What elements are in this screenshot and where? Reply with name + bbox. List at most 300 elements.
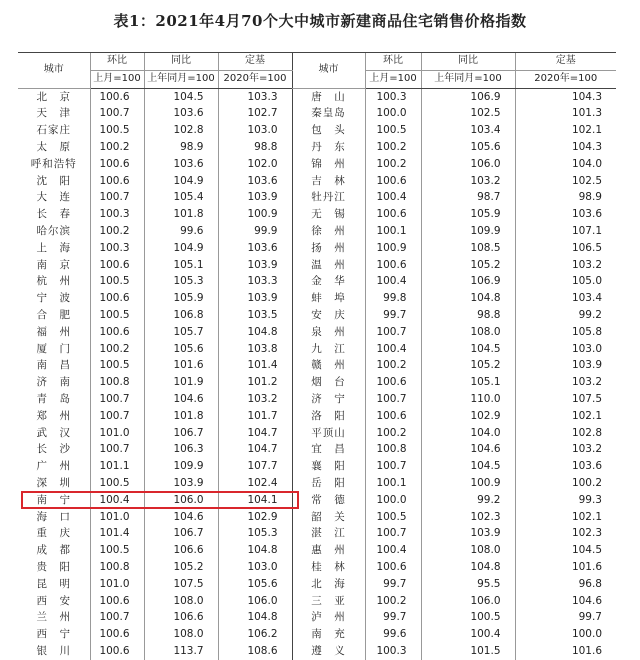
table-row [18, 105, 616, 122]
mom-left-cell: 100.6 [90, 156, 144, 173]
mom-right-cell: 100.6 [365, 173, 421, 190]
city-right-cell: 吉 林 [292, 173, 365, 190]
table-row [18, 357, 616, 374]
table-row [18, 139, 616, 156]
yoy-left-cell: 105.4 [144, 189, 218, 206]
mom-left-cell: 100.5 [90, 307, 144, 324]
base-left-cell: 104.8 [218, 324, 292, 341]
base-right-cell: 107.1 [515, 223, 616, 240]
city-left-cell: 长 春 [36, 208, 71, 221]
city-right-cell: 惠 州 [292, 542, 365, 559]
base-right-cell: 103.0 [515, 341, 616, 358]
table-row [18, 88, 616, 105]
city-left-cell: 兰 州 [36, 611, 71, 624]
mom-right-cell: 100.9 [365, 240, 421, 257]
city-left-cell: 呼和浩特 [30, 157, 77, 170]
mom-left-cell: 100.2 [90, 139, 144, 156]
city-right-cell: 襄 阳 [292, 458, 365, 475]
city-right-cell: 扬 州 [292, 240, 365, 257]
mom-left-cell: 100.7 [90, 189, 144, 206]
yoy-right-cell: 104.8 [421, 290, 515, 307]
mom-right-cell: 99.7 [365, 307, 421, 324]
yoy-right-cell: 102.9 [421, 408, 515, 425]
city-right-cell: 包 头 [292, 122, 365, 139]
mom-right-cell: 100.6 [365, 559, 421, 576]
yoy-left-cell: 108.0 [144, 626, 218, 643]
city-right-cell: 岳 阳 [292, 475, 365, 492]
mom-right-cell: 100.7 [365, 458, 421, 475]
mom-left-cell: 100.5 [90, 542, 144, 559]
yoy-right-cell: 108.0 [421, 542, 515, 559]
yoy-right-cell: 104.5 [421, 458, 515, 475]
base-left-cell: 103.5 [218, 307, 292, 324]
city-left-cell: 哈尔滨 [36, 224, 71, 237]
price-index-table [18, 52, 616, 660]
mom-left-cell: 100.3 [90, 206, 144, 223]
city-right-cell: 丹 东 [292, 139, 365, 156]
mom-right-cell: 99.7 [365, 609, 421, 626]
yoy-right-cell: 100.9 [421, 475, 515, 492]
base-right-cell: 102.1 [515, 509, 616, 526]
base-left-cell: 103.8 [218, 341, 292, 358]
yoy-right-cell: 106.9 [421, 273, 515, 290]
yoy-right-cell: 104.5 [421, 341, 515, 358]
mom-right-cell: 100.3 [365, 88, 421, 105]
mom-left-cell: 100.6 [90, 257, 144, 274]
yoy-left-cell: 105.9 [144, 290, 218, 307]
mom-left-cell: 100.5 [90, 122, 144, 139]
mom-left-cell: 100.6 [90, 324, 144, 341]
base-right-cell: 101.3 [515, 105, 616, 122]
base-right-cell: 104.3 [515, 139, 616, 156]
yoy-right-cell: 98.8 [421, 307, 515, 324]
city-left-cell: 长 沙 [36, 443, 71, 456]
city-left-cell: 广 州 [36, 460, 71, 473]
yoy-left-cell: 106.7 [144, 425, 218, 442]
mom-right-cell: 100.4 [365, 273, 421, 290]
mom-left-cell: 100.8 [90, 374, 144, 391]
city-right-cell: 韶 关 [292, 509, 365, 526]
table-row [18, 273, 616, 290]
yoy-right-cell: 104.8 [421, 559, 515, 576]
city-left-cell: 青 岛 [36, 392, 71, 405]
mom-right-cell: 100.0 [365, 105, 421, 122]
table-row [18, 643, 616, 660]
table-row [18, 542, 616, 559]
yoy-right-cell: 102.3 [421, 509, 515, 526]
base-left-cell: 103.0 [218, 559, 292, 576]
base-right-cell: 101.6 [515, 643, 616, 660]
city-left-cell: 济 南 [36, 376, 71, 389]
city-right-cell: 三 亚 [292, 593, 365, 610]
yoy-right-cell: 103.4 [421, 122, 515, 139]
yoy-right-cell: 106.0 [421, 593, 515, 610]
city-right-cell: 温 州 [292, 257, 365, 274]
city-right-cell: 北 海 [292, 576, 365, 593]
base-right-cell: 100.0 [515, 626, 616, 643]
yoy-left-cell: 106.7 [144, 525, 218, 542]
table-row [18, 492, 616, 509]
base-right-cell: 102.1 [515, 408, 616, 425]
base-right-cell: 98.9 [515, 189, 616, 206]
yoy-right-cell: 105.6 [421, 139, 515, 156]
table-row [18, 509, 616, 526]
table-title: 表1：2021年4月70个大中城市新建商品住宅销售价格指数 [113, 12, 527, 30]
yoy-right-cell: 104.6 [421, 441, 515, 458]
yoy-left-cell: 103.9 [144, 475, 218, 492]
city-left-cell: 昆 明 [36, 577, 71, 590]
table-row [18, 525, 616, 542]
yoy-right-cell: 103.2 [421, 173, 515, 190]
city-left-cell: 沈 阳 [36, 174, 71, 187]
base-right-cell: 103.2 [515, 257, 616, 274]
mom-left-cell: 100.5 [90, 475, 144, 492]
city-right-cell: 唐 山 [292, 88, 365, 105]
yoy-left-cell: 98.9 [144, 139, 218, 156]
city-right-cell: 安 庆 [292, 307, 365, 324]
yoy-left-cell: 106.6 [144, 542, 218, 559]
mom-right-cell: 100.6 [365, 206, 421, 223]
table-row [18, 257, 616, 274]
base-right-cell: 106.5 [515, 240, 616, 257]
city-left-cell: 宁 波 [36, 292, 71, 305]
mom-right-cell: 100.3 [365, 643, 421, 660]
city-left-cell: 天 津 [36, 107, 71, 120]
yoy-left-cell: 105.3 [144, 273, 218, 290]
mom-right-cell: 100.4 [365, 189, 421, 206]
table-row [18, 189, 616, 206]
city-right-cell: 赣 州 [292, 357, 365, 374]
base-left-cell: 103.6 [218, 173, 292, 190]
base-right-cell: 103.6 [515, 206, 616, 223]
header-base-sub-right: 2020年=100 [515, 70, 616, 88]
city-right-cell: 锦 州 [292, 156, 365, 173]
table-row [18, 609, 616, 626]
base-right-cell: 104.5 [515, 542, 616, 559]
mom-left-cell: 100.2 [90, 341, 144, 358]
mom-left-cell: 100.7 [90, 391, 144, 408]
city-left-cell: 深 圳 [36, 476, 71, 489]
yoy-right-cell: 105.2 [421, 257, 515, 274]
table-row [18, 374, 616, 391]
mom-left-cell: 101.4 [90, 525, 144, 542]
header-base-right: 定基 [515, 53, 616, 71]
city-right-cell: 牡丹江 [292, 189, 365, 206]
yoy-left-cell: 105.1 [144, 257, 218, 274]
header-mom-sub: 上月=100 [90, 70, 144, 88]
base-right-cell: 100.2 [515, 475, 616, 492]
yoy-right-cell: 105.1 [421, 374, 515, 391]
table-row [18, 576, 616, 593]
table-body [18, 88, 616, 660]
city-left-cell: 石家庄 [36, 124, 71, 137]
mom-right-cell: 99.7 [365, 576, 421, 593]
table-row [18, 206, 616, 223]
mom-left-cell: 100.6 [90, 173, 144, 190]
yoy-right-cell: 100.5 [421, 609, 515, 626]
yoy-left-cell: 108.0 [144, 593, 218, 610]
city-right-cell: 常 德 [292, 492, 365, 509]
table-row [18, 626, 616, 643]
city-left-cell: 北 京 [36, 90, 71, 103]
yoy-right-cell: 102.5 [421, 105, 515, 122]
city-right-cell: 桂 林 [292, 559, 365, 576]
yoy-left-cell: 101.8 [144, 206, 218, 223]
yoy-left-cell: 105.2 [144, 559, 218, 576]
header-city: 城市 [18, 53, 90, 89]
yoy-left-cell: 102.8 [144, 122, 218, 139]
yoy-right-cell: 95.5 [421, 576, 515, 593]
yoy-right-cell: 110.0 [421, 391, 515, 408]
city-right-cell: 洛 阳 [292, 408, 365, 425]
city-left-cell: 重 庆 [36, 527, 71, 540]
city-right-cell: 徐 州 [292, 223, 365, 240]
base-left-cell: 98.8 [218, 139, 292, 156]
mom-left-cell: 100.7 [90, 441, 144, 458]
base-left-cell: 103.9 [218, 257, 292, 274]
header-base: 定基 [218, 53, 292, 71]
base-left-cell: 103.9 [218, 290, 292, 307]
mom-right-cell: 100.2 [365, 156, 421, 173]
city-right-cell: 金 华 [292, 273, 365, 290]
yoy-right-cell: 109.9 [421, 223, 515, 240]
base-right-cell: 107.5 [515, 391, 616, 408]
yoy-right-cell: 105.2 [421, 357, 515, 374]
table-row [18, 156, 616, 173]
yoy-left-cell: 106.3 [144, 441, 218, 458]
city-left-cell: 厦 门 [36, 342, 71, 355]
city-left-cell: 成 都 [36, 544, 71, 557]
city-left-cell: 南 宁 [36, 493, 71, 506]
mom-left-cell: 100.5 [90, 273, 144, 290]
yoy-left-cell: 101.9 [144, 374, 218, 391]
mom-right-cell: 99.8 [365, 290, 421, 307]
base-left-cell: 103.3 [218, 88, 292, 105]
city-right-cell: 平顶山 [292, 425, 365, 442]
mom-left-cell: 101.1 [90, 458, 144, 475]
yoy-right-cell: 105.9 [421, 206, 515, 223]
yoy-left-cell: 113.7 [144, 643, 218, 660]
mom-right-cell: 100.5 [365, 509, 421, 526]
base-right-cell: 99.2 [515, 307, 616, 324]
base-left-cell: 104.1 [218, 492, 292, 509]
table-row [18, 593, 616, 610]
header-yoy-right: 同比 [421, 53, 515, 71]
mom-left-cell: 100.4 [90, 492, 144, 509]
base-left-cell: 104.8 [218, 542, 292, 559]
base-right-cell: 103.2 [515, 374, 616, 391]
city-right-cell: 南 充 [292, 626, 365, 643]
table-row [18, 458, 616, 475]
header-row [18, 53, 616, 71]
mom-right-cell: 100.1 [365, 475, 421, 492]
yoy-right-cell: 108.0 [421, 324, 515, 341]
mom-left-cell: 100.2 [90, 223, 144, 240]
header-yoy-sub: 上年同月=100 [144, 70, 218, 88]
city-right-cell: 烟 台 [292, 374, 365, 391]
city-left-cell: 福 州 [36, 325, 71, 338]
mom-right-cell: 100.6 [365, 408, 421, 425]
city-right-cell: 湛 江 [292, 525, 365, 542]
table-row [18, 240, 616, 257]
base-left-cell: 102.0 [218, 156, 292, 173]
header-base-sub: 2020年=100 [218, 70, 292, 88]
city-left-cell: 合 肥 [36, 308, 71, 321]
yoy-left-cell: 104.6 [144, 391, 218, 408]
mom-left-cell: 101.0 [90, 509, 144, 526]
mom-left-cell: 100.7 [90, 609, 144, 626]
mom-left-cell: 100.3 [90, 240, 144, 257]
base-left-cell: 105.6 [218, 576, 292, 593]
mom-right-cell: 100.2 [365, 425, 421, 442]
header-city-right: 城市 [292, 53, 365, 89]
base-right-cell: 102.5 [515, 173, 616, 190]
table-row [18, 173, 616, 190]
city-left-cell: 南 京 [36, 258, 71, 271]
yoy-left-cell: 104.5 [144, 88, 218, 105]
yoy-left-cell: 101.8 [144, 408, 218, 425]
mom-right-cell: 100.2 [365, 357, 421, 374]
table-row [18, 441, 616, 458]
yoy-left-cell: 104.9 [144, 173, 218, 190]
base-right-cell: 96.8 [515, 576, 616, 593]
mom-left-cell: 101.0 [90, 425, 144, 442]
mom-left-cell: 100.8 [90, 559, 144, 576]
mom-left-cell: 100.7 [90, 408, 144, 425]
table-row [18, 290, 616, 307]
base-left-cell: 106.2 [218, 626, 292, 643]
yoy-left-cell: 105.7 [144, 324, 218, 341]
base-right-cell: 103.2 [515, 441, 616, 458]
base-left-cell: 108.6 [218, 643, 292, 660]
base-right-cell: 103.4 [515, 290, 616, 307]
base-right-cell: 104.0 [515, 156, 616, 173]
base-left-cell: 104.7 [218, 441, 292, 458]
base-right-cell: 99.3 [515, 492, 616, 509]
mom-right-cell: 100.2 [365, 139, 421, 156]
city-left-cell: 银 川 [36, 644, 71, 657]
yoy-right-cell: 99.2 [421, 492, 515, 509]
city-right-cell: 遵 义 [292, 643, 365, 660]
table-row [18, 425, 616, 442]
base-left-cell: 101.7 [218, 408, 292, 425]
header-mom-right: 环比 [365, 53, 421, 71]
base-right-cell: 99.7 [515, 609, 616, 626]
table-row [18, 307, 616, 324]
mom-left-cell: 100.6 [90, 626, 144, 643]
table-row [18, 341, 616, 358]
base-left-cell: 102.7 [218, 105, 292, 122]
yoy-left-cell: 109.9 [144, 458, 218, 475]
mom-right-cell: 100.0 [365, 492, 421, 509]
base-right-cell: 101.6 [515, 559, 616, 576]
base-right-cell: 103.6 [515, 458, 616, 475]
table-row [18, 223, 616, 240]
base-right-cell: 105.8 [515, 324, 616, 341]
base-left-cell: 102.4 [218, 475, 292, 492]
base-right-cell: 103.9 [515, 357, 616, 374]
yoy-right-cell: 98.7 [421, 189, 515, 206]
yoy-left-cell: 103.6 [144, 156, 218, 173]
yoy-right-cell: 101.5 [421, 643, 515, 660]
city-right-cell: 无 锡 [292, 206, 365, 223]
yoy-left-cell: 106.0 [144, 492, 218, 509]
city-left-cell: 郑 州 [36, 409, 71, 422]
city-left-cell: 大 连 [36, 191, 71, 204]
city-right-cell: 宜 昌 [292, 441, 365, 458]
mom-left-cell: 100.6 [90, 290, 144, 307]
base-left-cell: 101.4 [218, 357, 292, 374]
base-right-cell: 102.1 [515, 122, 616, 139]
base-left-cell: 100.9 [218, 206, 292, 223]
mom-right-cell: 100.7 [365, 391, 421, 408]
city-left-cell: 西 宁 [36, 628, 71, 641]
table-row [18, 475, 616, 492]
yoy-left-cell: 103.6 [144, 105, 218, 122]
table-row [18, 559, 616, 576]
yoy-right-cell: 106.9 [421, 88, 515, 105]
mom-right-cell: 100.5 [365, 122, 421, 139]
base-left-cell: 105.3 [218, 525, 292, 542]
base-left-cell: 103.3 [218, 273, 292, 290]
table-row [18, 408, 616, 425]
yoy-left-cell: 99.6 [144, 223, 218, 240]
mom-right-cell: 100.6 [365, 257, 421, 274]
mom-right-cell: 100.6 [365, 374, 421, 391]
mom-right-cell: 99.6 [365, 626, 421, 643]
yoy-left-cell: 101.6 [144, 357, 218, 374]
header-yoy: 同比 [144, 53, 218, 71]
yoy-right-cell: 106.0 [421, 156, 515, 173]
base-left-cell: 99.9 [218, 223, 292, 240]
base-left-cell: 107.7 [218, 458, 292, 475]
yoy-right-cell: 103.9 [421, 525, 515, 542]
base-right-cell: 104.3 [515, 88, 616, 105]
yoy-left-cell: 105.6 [144, 341, 218, 358]
mom-right-cell: 100.7 [365, 324, 421, 341]
yoy-right-cell: 100.4 [421, 626, 515, 643]
city-left-cell: 贵 阳 [36, 560, 71, 573]
city-right-cell: 蚌 埠 [292, 290, 365, 307]
city-right-cell: 九 江 [292, 341, 365, 358]
city-right-cell: 济 宁 [292, 391, 365, 408]
header-yoy-sub-right: 上年同月=100 [421, 70, 515, 88]
city-right-cell: 泉 州 [292, 324, 365, 341]
yoy-left-cell: 104.9 [144, 240, 218, 257]
base-right-cell: 104.6 [515, 593, 616, 610]
base-left-cell: 103.2 [218, 391, 292, 408]
base-left-cell: 103.6 [218, 240, 292, 257]
mom-left-cell: 100.6 [90, 88, 144, 105]
city-left-cell: 南 昌 [36, 359, 71, 372]
mom-left-cell: 100.6 [90, 643, 144, 660]
yoy-left-cell: 107.5 [144, 576, 218, 593]
base-left-cell: 106.0 [218, 593, 292, 610]
base-right-cell: 105.0 [515, 273, 616, 290]
base-right-cell: 102.8 [515, 425, 616, 442]
yoy-left-cell: 106.6 [144, 609, 218, 626]
mom-left-cell: 100.6 [90, 593, 144, 610]
mom-left-cell: 100.7 [90, 105, 144, 122]
table-row [18, 391, 616, 408]
table-row [18, 122, 616, 139]
yoy-left-cell: 104.6 [144, 509, 218, 526]
mom-right-cell: 100.4 [365, 341, 421, 358]
mom-right-cell: 100.2 [365, 593, 421, 610]
base-left-cell: 103.9 [218, 189, 292, 206]
mom-right-cell: 100.8 [365, 441, 421, 458]
base-left-cell: 104.7 [218, 425, 292, 442]
